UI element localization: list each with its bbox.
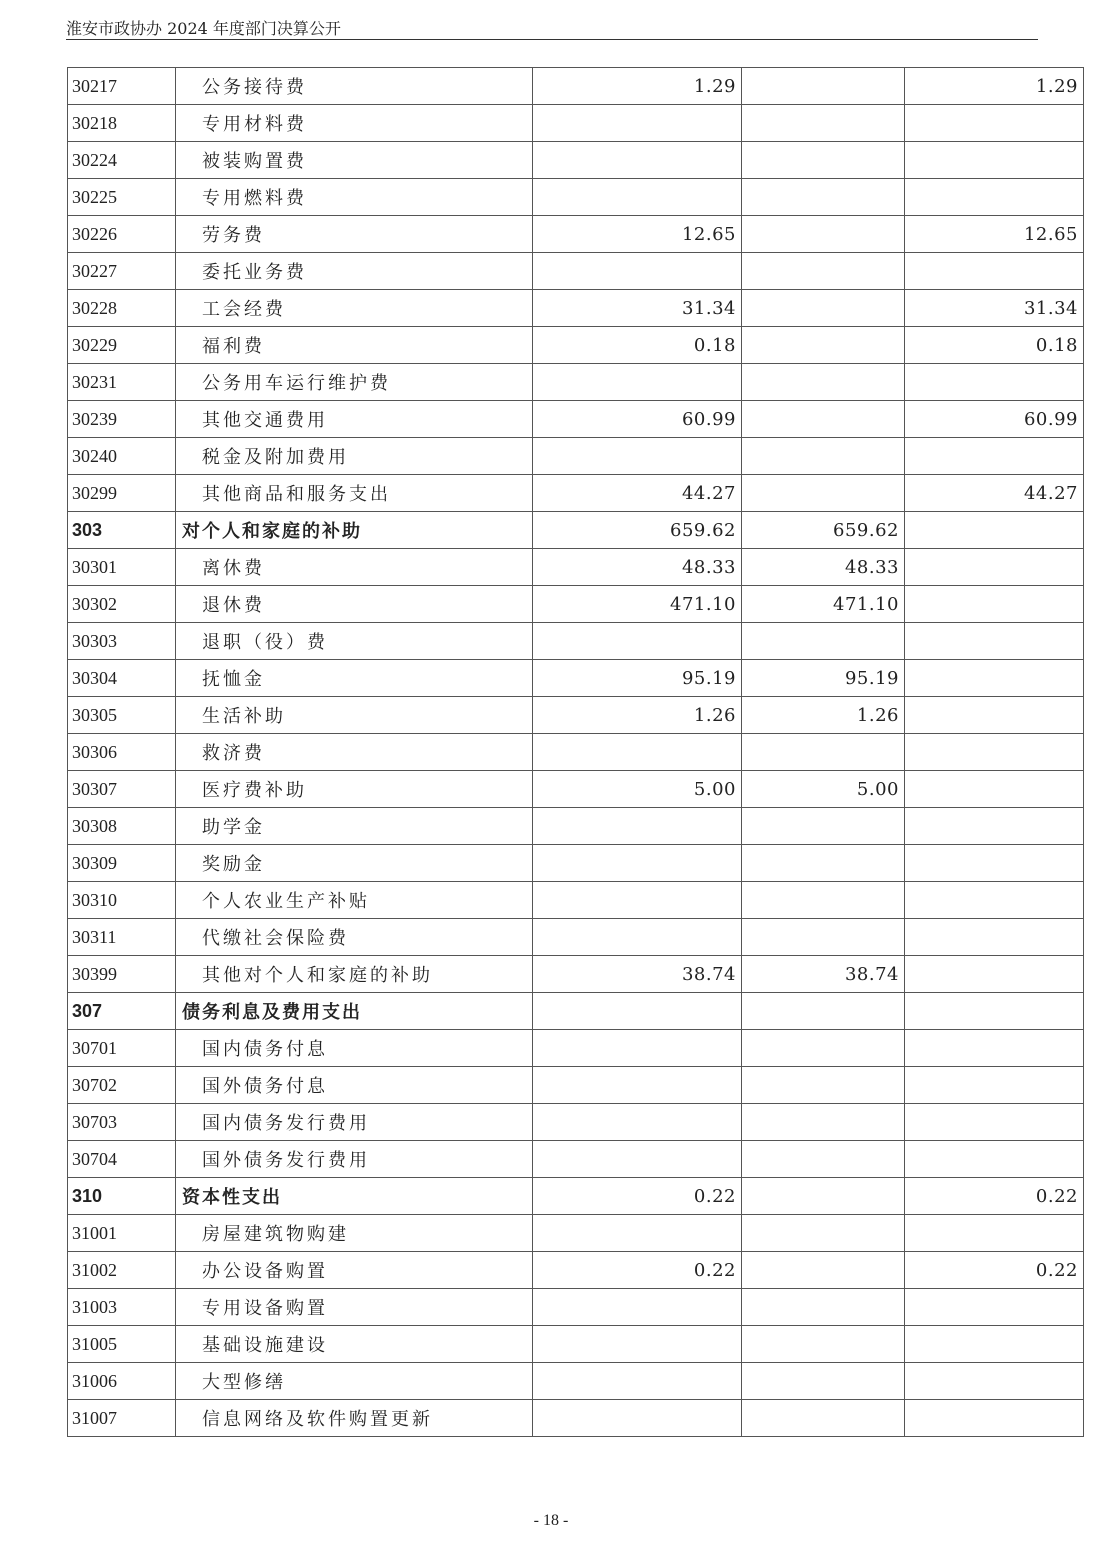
account-name-cell: 委托业务费 bbox=[176, 253, 533, 290]
personnel-amount-cell: 471.10 bbox=[742, 586, 905, 623]
table-row bbox=[68, 216, 1084, 253]
account-name-cell: 医疗费补助 bbox=[176, 771, 533, 808]
account-code-cell: 30310 bbox=[68, 882, 176, 919]
total-amount-cell bbox=[533, 1289, 742, 1326]
table-row bbox=[68, 586, 1084, 623]
table-row bbox=[68, 623, 1084, 660]
account-name-cell: 对个人和家庭的补助 bbox=[176, 512, 533, 549]
table-row bbox=[68, 1141, 1084, 1178]
page-header bbox=[66, 14, 1038, 40]
account-name-cell: 代缴社会保险费 bbox=[176, 919, 533, 956]
public-amount-cell: 1.29 bbox=[905, 68, 1084, 105]
total-amount-cell: 471.10 bbox=[533, 586, 742, 623]
account-name-cell: 离休费 bbox=[176, 549, 533, 586]
total-amount-cell bbox=[533, 253, 742, 290]
public-amount-cell bbox=[905, 993, 1084, 1030]
total-amount-cell: 659.62 bbox=[533, 512, 742, 549]
account-code-cell: 30307 bbox=[68, 771, 176, 808]
account-code-cell: 30702 bbox=[68, 1067, 176, 1104]
account-code-cell: 307 bbox=[68, 993, 176, 1030]
public-amount-cell bbox=[905, 771, 1084, 808]
personnel-amount-cell bbox=[742, 993, 905, 1030]
account-code-cell: 30227 bbox=[68, 253, 176, 290]
table-row bbox=[68, 734, 1084, 771]
account-code-cell: 30224 bbox=[68, 142, 176, 179]
personnel-amount-cell: 659.62 bbox=[742, 512, 905, 549]
account-name-cell: 退职（役）费 bbox=[176, 623, 533, 660]
account-name-cell: 救济费 bbox=[176, 734, 533, 771]
account-code-cell: 30311 bbox=[68, 919, 176, 956]
account-code-cell: 30231 bbox=[68, 364, 176, 401]
account-code-cell: 30308 bbox=[68, 808, 176, 845]
personnel-amount-cell bbox=[742, 623, 905, 660]
personnel-amount-cell bbox=[742, 179, 905, 216]
table-row bbox=[68, 364, 1084, 401]
account-name-cell: 奖励金 bbox=[176, 845, 533, 882]
total-amount-cell bbox=[533, 1141, 742, 1178]
account-name-cell: 国内债务付息 bbox=[176, 1030, 533, 1067]
table-row bbox=[68, 142, 1084, 179]
personnel-amount-cell bbox=[742, 808, 905, 845]
account-code-cell: 30399 bbox=[68, 956, 176, 993]
public-amount-cell bbox=[905, 142, 1084, 179]
account-code-cell: 30701 bbox=[68, 1030, 176, 1067]
account-code-cell: 30303 bbox=[68, 623, 176, 660]
public-amount-cell bbox=[905, 253, 1084, 290]
account-name-cell: 福利费 bbox=[176, 327, 533, 364]
personnel-amount-cell bbox=[742, 290, 905, 327]
account-code-cell: 30218 bbox=[68, 105, 176, 142]
public-amount-cell bbox=[905, 808, 1084, 845]
personnel-amount-cell bbox=[742, 1067, 905, 1104]
account-code-cell: 30301 bbox=[68, 549, 176, 586]
account-code-cell: 30704 bbox=[68, 1141, 176, 1178]
account-code-cell: 30703 bbox=[68, 1104, 176, 1141]
total-amount-cell: 44.27 bbox=[533, 475, 742, 512]
table-row bbox=[68, 438, 1084, 475]
personnel-amount-cell bbox=[742, 1289, 905, 1326]
personnel-amount-cell bbox=[742, 401, 905, 438]
total-amount-cell: 48.33 bbox=[533, 549, 742, 586]
total-amount-cell bbox=[533, 1067, 742, 1104]
account-code-cell: 30226 bbox=[68, 216, 176, 253]
public-amount-cell bbox=[905, 512, 1084, 549]
public-amount-cell bbox=[905, 919, 1084, 956]
account-name-cell: 大型修缮 bbox=[176, 1363, 533, 1400]
table-row bbox=[68, 290, 1084, 327]
account-name-cell: 专用燃料费 bbox=[176, 179, 533, 216]
account-name-cell: 国外债务付息 bbox=[176, 1067, 533, 1104]
table-row bbox=[68, 1289, 1084, 1326]
account-code-cell: 30240 bbox=[68, 438, 176, 475]
table-row bbox=[68, 660, 1084, 697]
public-amount-cell: 12.65 bbox=[905, 216, 1084, 253]
table-row bbox=[68, 845, 1084, 882]
personnel-amount-cell bbox=[742, 845, 905, 882]
public-amount-cell bbox=[905, 882, 1084, 919]
account-code-cell: 30305 bbox=[68, 697, 176, 734]
table-row bbox=[68, 1067, 1084, 1104]
account-name-cell: 国内债务发行费用 bbox=[176, 1104, 533, 1141]
account-name-cell: 助学金 bbox=[176, 808, 533, 845]
public-amount-cell bbox=[905, 1326, 1084, 1363]
account-name-cell: 信息网络及软件购置更新 bbox=[176, 1400, 533, 1437]
personnel-amount-cell bbox=[742, 68, 905, 105]
table-row bbox=[68, 697, 1084, 734]
personnel-amount-cell bbox=[742, 1141, 905, 1178]
table-row bbox=[68, 549, 1084, 586]
personnel-amount-cell bbox=[742, 216, 905, 253]
personnel-amount-cell bbox=[742, 1030, 905, 1067]
account-name-cell: 公务接待费 bbox=[176, 68, 533, 105]
account-name-cell: 其他商品和服务支出 bbox=[176, 475, 533, 512]
public-amount-cell bbox=[905, 1067, 1084, 1104]
public-amount-cell bbox=[905, 586, 1084, 623]
account-code-cell: 31003 bbox=[68, 1289, 176, 1326]
total-amount-cell bbox=[533, 734, 742, 771]
public-amount-cell bbox=[905, 438, 1084, 475]
table-row bbox=[68, 1104, 1084, 1141]
personnel-amount-cell bbox=[742, 364, 905, 401]
public-amount-cell bbox=[905, 1289, 1084, 1326]
table-row bbox=[68, 1252, 1084, 1289]
table-row bbox=[68, 882, 1084, 919]
public-amount-cell: 31.34 bbox=[905, 290, 1084, 327]
public-amount-cell bbox=[905, 1363, 1084, 1400]
total-amount-cell: 60.99 bbox=[533, 401, 742, 438]
total-amount-cell bbox=[533, 919, 742, 956]
public-amount-cell bbox=[905, 364, 1084, 401]
personnel-amount-cell bbox=[742, 475, 905, 512]
total-amount-cell: 5.00 bbox=[533, 771, 742, 808]
personnel-amount-cell bbox=[742, 1178, 905, 1215]
table-row bbox=[68, 179, 1084, 216]
total-amount-cell bbox=[533, 1104, 742, 1141]
table-row bbox=[68, 1030, 1084, 1067]
table-row bbox=[68, 771, 1084, 808]
expenditure-table bbox=[67, 67, 1084, 1437]
total-amount-cell bbox=[533, 179, 742, 216]
total-amount-cell: 12.65 bbox=[533, 216, 742, 253]
public-amount-cell: 60.99 bbox=[905, 401, 1084, 438]
table-row bbox=[68, 808, 1084, 845]
account-code-cell: 30228 bbox=[68, 290, 176, 327]
total-amount-cell: 0.18 bbox=[533, 327, 742, 364]
total-amount-cell bbox=[533, 623, 742, 660]
personnel-amount-cell bbox=[742, 105, 905, 142]
total-amount-cell bbox=[533, 993, 742, 1030]
personnel-amount-cell: 5.00 bbox=[742, 771, 905, 808]
account-code-cell: 310 bbox=[68, 1178, 176, 1215]
account-name-cell: 办公设备购置 bbox=[176, 1252, 533, 1289]
account-name-cell: 其他对个人和家庭的补助 bbox=[176, 956, 533, 993]
account-name-cell: 专用设备购置 bbox=[176, 1289, 533, 1326]
account-name-cell: 被装购置费 bbox=[176, 142, 533, 179]
account-code-cell: 31007 bbox=[68, 1400, 176, 1437]
public-amount-cell bbox=[905, 105, 1084, 142]
public-amount-cell bbox=[905, 660, 1084, 697]
personnel-amount-cell bbox=[742, 253, 905, 290]
public-amount-cell bbox=[905, 179, 1084, 216]
personnel-amount-cell bbox=[742, 142, 905, 179]
personnel-amount-cell bbox=[742, 327, 905, 364]
table-row bbox=[68, 919, 1084, 956]
personnel-amount-cell: 38.74 bbox=[742, 956, 905, 993]
personnel-amount-cell bbox=[742, 1326, 905, 1363]
account-name-cell: 公务用车运行维护费 bbox=[176, 364, 533, 401]
account-name-cell: 房屋建筑物购建 bbox=[176, 1215, 533, 1252]
document-title: 淮安市政协办 2024 年度部门决算公开 bbox=[66, 19, 341, 38]
account-name-cell: 税金及附加费用 bbox=[176, 438, 533, 475]
total-amount-cell bbox=[533, 105, 742, 142]
table-row bbox=[68, 475, 1084, 512]
personnel-amount-cell bbox=[742, 438, 905, 475]
public-amount-cell bbox=[905, 1215, 1084, 1252]
table-row bbox=[68, 327, 1084, 364]
public-amount-cell: 0.18 bbox=[905, 327, 1084, 364]
public-amount-cell bbox=[905, 697, 1084, 734]
table-group-row bbox=[68, 1178, 1084, 1215]
account-code-cell: 31002 bbox=[68, 1252, 176, 1289]
account-code-cell: 30229 bbox=[68, 327, 176, 364]
personnel-amount-cell bbox=[742, 1252, 905, 1289]
account-name-cell: 其他交通费用 bbox=[176, 401, 533, 438]
table-row bbox=[68, 1326, 1084, 1363]
personnel-amount-cell bbox=[742, 1400, 905, 1437]
account-name-cell: 劳务费 bbox=[176, 216, 533, 253]
total-amount-cell bbox=[533, 1326, 742, 1363]
total-amount-cell bbox=[533, 1400, 742, 1437]
table-row bbox=[68, 956, 1084, 993]
page-number: - 18 - bbox=[533, 1512, 569, 1529]
table-row bbox=[68, 1215, 1084, 1252]
public-amount-cell: 0.22 bbox=[905, 1252, 1084, 1289]
account-name-cell: 工会经费 bbox=[176, 290, 533, 327]
public-amount-cell bbox=[905, 734, 1084, 771]
personnel-amount-cell bbox=[742, 919, 905, 956]
account-name-cell: 基础设施建设 bbox=[176, 1326, 533, 1363]
total-amount-cell: 1.26 bbox=[533, 697, 742, 734]
public-amount-cell: 0.22 bbox=[905, 1178, 1084, 1215]
total-amount-cell: 0.22 bbox=[533, 1178, 742, 1215]
public-amount-cell bbox=[905, 845, 1084, 882]
account-code-cell: 30302 bbox=[68, 586, 176, 623]
personnel-amount-cell: 1.26 bbox=[742, 697, 905, 734]
account-code-cell: 31001 bbox=[68, 1215, 176, 1252]
total-amount-cell bbox=[533, 1363, 742, 1400]
account-code-cell: 30239 bbox=[68, 401, 176, 438]
table-row bbox=[68, 253, 1084, 290]
table-group-row bbox=[68, 993, 1084, 1030]
account-code-cell: 30217 bbox=[68, 68, 176, 105]
public-amount-cell bbox=[905, 623, 1084, 660]
account-code-cell: 31006 bbox=[68, 1363, 176, 1400]
total-amount-cell bbox=[533, 882, 742, 919]
personnel-amount-cell: 95.19 bbox=[742, 660, 905, 697]
account-name-cell: 资本性支出 bbox=[176, 1178, 533, 1215]
public-amount-cell bbox=[905, 1141, 1084, 1178]
total-amount-cell bbox=[533, 1030, 742, 1067]
personnel-amount-cell bbox=[742, 882, 905, 919]
personnel-amount-cell: 48.33 bbox=[742, 549, 905, 586]
table-group-row bbox=[68, 512, 1084, 549]
table-row bbox=[68, 105, 1084, 142]
account-code-cell: 30299 bbox=[68, 475, 176, 512]
total-amount-cell bbox=[533, 364, 742, 401]
account-code-cell: 30306 bbox=[68, 734, 176, 771]
personnel-amount-cell bbox=[742, 734, 905, 771]
total-amount-cell: 0.22 bbox=[533, 1252, 742, 1289]
public-amount-cell: 44.27 bbox=[905, 475, 1084, 512]
account-name-cell: 抚恤金 bbox=[176, 660, 533, 697]
total-amount-cell: 1.29 bbox=[533, 68, 742, 105]
account-name-cell: 债务利息及费用支出 bbox=[176, 993, 533, 1030]
account-name-cell: 退休费 bbox=[176, 586, 533, 623]
account-name-cell: 国外债务发行费用 bbox=[176, 1141, 533, 1178]
public-amount-cell bbox=[905, 956, 1084, 993]
public-amount-cell bbox=[905, 1030, 1084, 1067]
public-amount-cell bbox=[905, 549, 1084, 586]
account-code-cell: 303 bbox=[68, 512, 176, 549]
account-code-cell: 30225 bbox=[68, 179, 176, 216]
table-row bbox=[68, 401, 1084, 438]
public-amount-cell bbox=[905, 1104, 1084, 1141]
total-amount-cell bbox=[533, 1215, 742, 1252]
table-row bbox=[68, 1363, 1084, 1400]
personnel-amount-cell bbox=[742, 1363, 905, 1400]
total-amount-cell bbox=[533, 845, 742, 882]
total-amount-cell: 95.19 bbox=[533, 660, 742, 697]
total-amount-cell: 38.74 bbox=[533, 956, 742, 993]
total-amount-cell: 31.34 bbox=[533, 290, 742, 327]
table-body bbox=[68, 68, 1084, 1437]
account-code-cell: 30309 bbox=[68, 845, 176, 882]
personnel-amount-cell bbox=[742, 1104, 905, 1141]
account-name-cell: 生活补助 bbox=[176, 697, 533, 734]
table-row bbox=[68, 68, 1084, 105]
account-name-cell: 专用材料费 bbox=[176, 105, 533, 142]
account-name-cell: 个人农业生产补贴 bbox=[176, 882, 533, 919]
personnel-amount-cell bbox=[742, 1215, 905, 1252]
total-amount-cell bbox=[533, 142, 742, 179]
total-amount-cell bbox=[533, 808, 742, 845]
account-code-cell: 31005 bbox=[68, 1326, 176, 1363]
table-row bbox=[68, 1400, 1084, 1437]
total-amount-cell bbox=[533, 438, 742, 475]
public-amount-cell bbox=[905, 1400, 1084, 1437]
account-code-cell: 30304 bbox=[68, 660, 176, 697]
